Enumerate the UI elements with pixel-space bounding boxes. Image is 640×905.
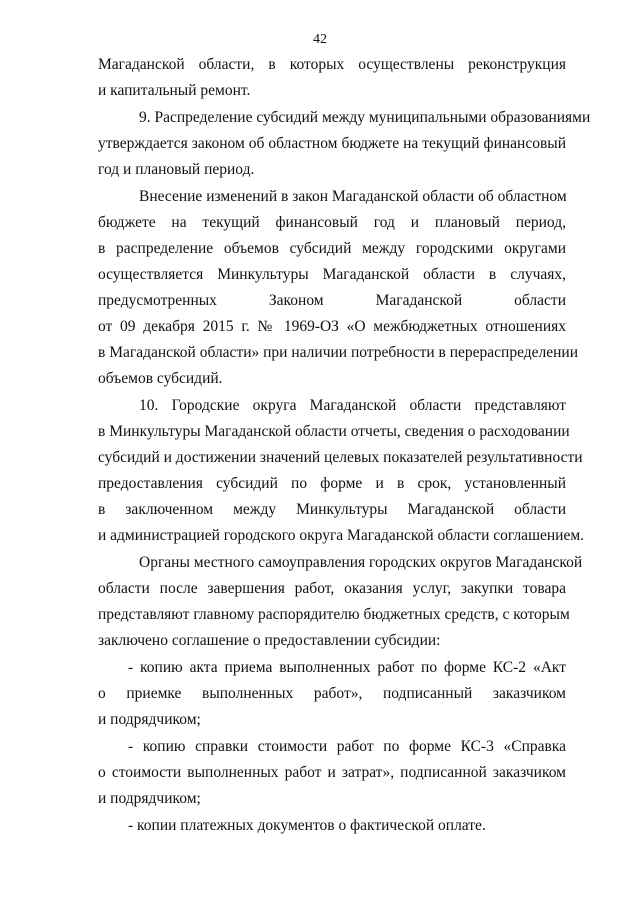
text-line: 9. Распределение субсидий между муниципальными образованиями [139,109,591,126]
text-line: год и плановый период. [98,161,255,178]
text-line: бюджете на текущий финансовый год и плановый период, [98,214,566,231]
text-line: - копию справки стоимости работ по форме КС-3 «Справка [128,738,566,755]
text-line: и капитальный ремонт. [98,82,251,99]
text-line: 10. Городские округа Магаданской области представляют [139,397,566,414]
text-line: Органы местного самоуправления городских округов Магаданской [139,554,583,571]
text-line: в Минкультуры Магаданской области отчеты, сведения о расходовании [98,423,570,440]
text-line: и администрацией городского округа Магаданской области соглашением. [98,527,585,544]
text-line: и подрядчиком; [98,790,201,807]
text-line: в заключенном между Минкультуры Магаданской области [98,501,566,518]
text-line: предоставления субсидий по форме и в срок, установленный [98,475,566,492]
text-line: - копию акта приема выполненных работ по форме КС-2 «Акт [128,659,566,676]
text-line: - копии платежных документов о фактической оплате. [128,817,486,834]
text-line: о стоимости выполненных работ и затрат», подписанной заказчиком [98,764,566,781]
text-line: Внесение изменений в закон Магаданской области об областном [139,188,567,205]
text-line: и подрядчиком; [98,711,201,728]
text-line: представляют главному распорядителю бюджетных средств, с которым [98,606,570,623]
text-line: осуществляется Минкультуры Магаданской области в случаях, [98,266,566,283]
text-line: в Магаданской области» при наличии потребности в перераспределении [98,344,579,361]
text-line: о приемке выполненных работ», подписанный заказчиком [98,685,566,702]
text-line: Магаданской области, в которых осуществлены реконструкция [98,56,566,73]
text-line: субсидий и достижении значений целевых показателей результативности [98,449,583,466]
text-line: предусмотренных Законом Магаданской области [98,292,566,309]
text-line: области после завершения работ, оказания услуг, закупки товара [98,580,566,597]
text-line: утверждается законом об областном бюджете на текущий финансовый [98,135,566,152]
text-line: от 09 декабря 2015 г. № 1969-ОЗ «О межбюджетных отношениях [98,318,566,335]
text-line: заключено соглашение о предоставлении субсидии: [98,632,441,649]
page-number: 42 [313,32,327,47]
text-line: в распределение объемов субсидий между городскими округами [98,240,566,257]
text-line: объемов субсидий. [98,370,223,387]
